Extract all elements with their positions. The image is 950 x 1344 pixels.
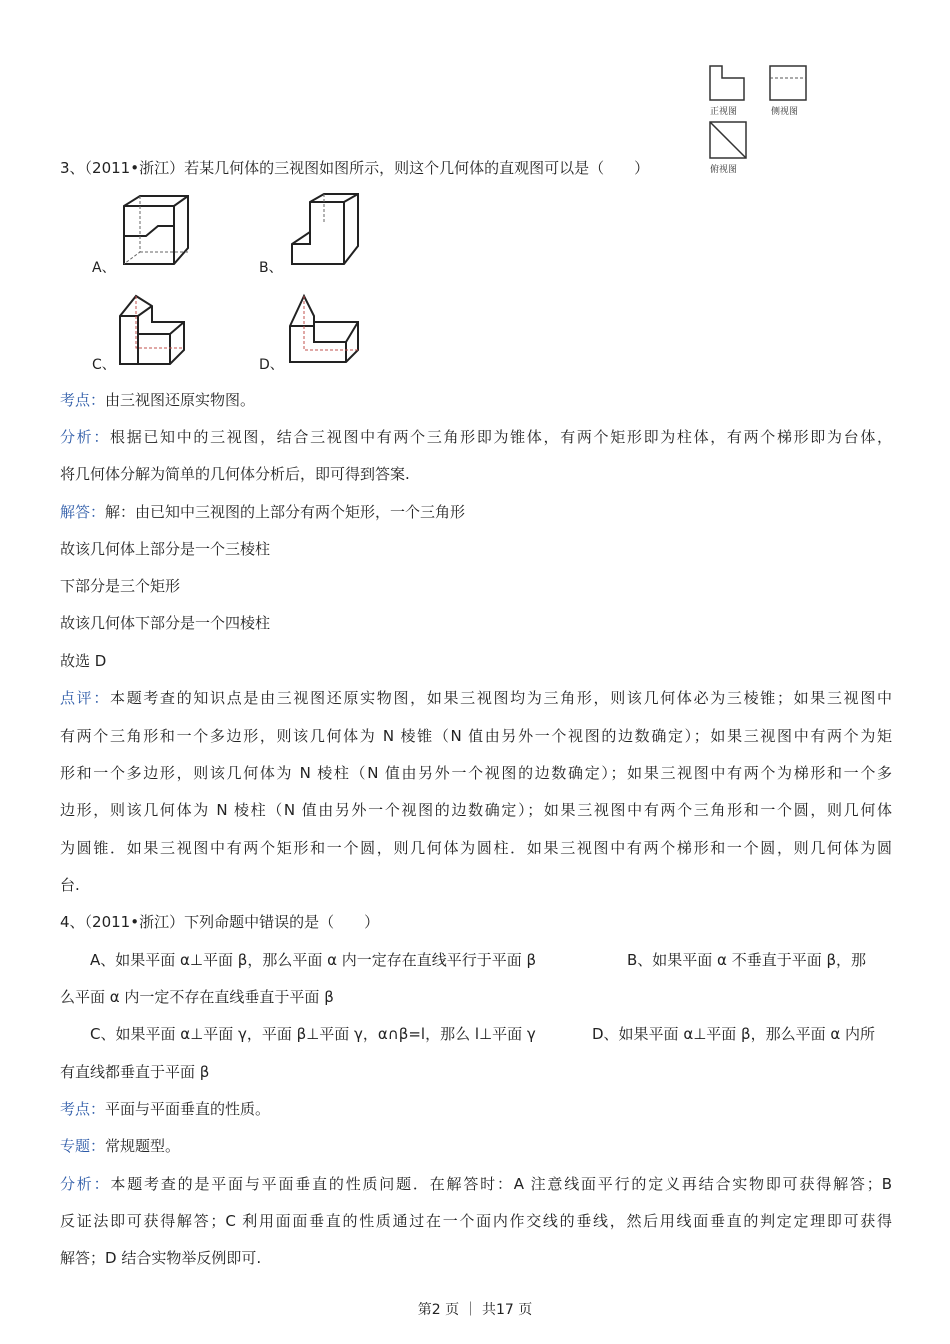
q3-dianping-line-4: 边形，则该几何体为 N 棱柱（N 值由另外一个视图的边数确定）；如果三视图中有两个三角形和一个圆，则几何体 xyxy=(60,801,892,819)
q4-zhuanti-label: 专题： xyxy=(60,1137,106,1155)
top-view-drawing xyxy=(708,120,748,160)
q4-option-a: A、如果平面 α⊥平面 β，那么平面 α 内一定存在直线平行于平面 β xyxy=(90,951,537,969)
q3-fenxi-label: 分析： xyxy=(60,428,111,446)
front-view-drawing xyxy=(708,64,748,104)
q3-dianping-line-3: 形和一个多边形，则该几何体为 N 棱柱（N 值由另外一个视图的边数确定）；如果三视图中有两个为梯形和一个多 xyxy=(60,764,892,782)
q3-option-c-label: C、 xyxy=(92,357,116,373)
q3-option-a-label: A、 xyxy=(92,260,116,276)
option-a-solid xyxy=(118,192,198,272)
q3-dianping-line-6: 台. xyxy=(60,876,80,894)
q4-fenxi-line-3: 解答；D 结合实物举反例即可. xyxy=(60,1249,262,1267)
q4-fenxi-text-1: 本题考查的是平面与平面垂直的性质问题．在解答时：A 注意线面平行的定义再结合实物即可获得解答；B xyxy=(110,1175,892,1193)
q4-zhuanti-text: 常规题型。 xyxy=(105,1137,181,1155)
q4-option-b-line-2: 么平面 α 内一定不存在直线垂直于平面 β xyxy=(60,988,334,1006)
q3-jieda-line-5: 故选 D xyxy=(60,652,107,670)
side-view-caption: 侧视图 xyxy=(771,107,799,117)
q3-dianping-line-1 xyxy=(60,688,892,708)
q3-jieda-text-1: 解：由已知中三视图的上部分有两个矩形，一个三角形 xyxy=(105,503,466,521)
q3-fenxi-line-2: 将几何体分解为简单的几何体分析后，即可得到答案. xyxy=(60,465,410,483)
q4-fenxi-line-1 xyxy=(60,1174,892,1194)
q3-jieda-label: 解答： xyxy=(60,503,106,521)
q3-dianping-line-2: 有两个三角形和一个多边形，则该几何体为 N 棱锥（N 值由另外一个视图的边数确定）；如果三视图中有两个为矩 xyxy=(60,727,892,745)
q3-dianping-text-1: 本题考查的知识点是由三视图还原实物图，如果三视图均为三角形，则该几何体必为三棱锥；如果三视图中 xyxy=(110,689,892,707)
q4-option-c: C、如果平面 α⊥平面 γ，平面 β⊥平面 γ，α∩β=l，那么 l⊥平面 γ xyxy=(90,1025,536,1043)
q3-option-b-label: B、 xyxy=(259,260,283,276)
q4-option-b-line-1: B、如果平面 α 不垂直于平面 β，那 xyxy=(627,951,867,969)
top-view-caption: 俯视图 xyxy=(710,165,738,175)
q3-option-d-label: D、 xyxy=(259,357,284,373)
q4-stem: 4、（2011•浙江）下列命题中错误的是（ ） xyxy=(60,913,380,931)
q3-jieda-line-4: 故该几何体下部分是一个四棱柱 xyxy=(60,614,271,632)
q3-jieda-line-2: 故该几何体上部分是一个三棱柱 xyxy=(60,540,271,558)
q4-option-d-line-1: D、如果平面 α⊥平面 β，那么平面 α 内所 xyxy=(592,1025,876,1043)
q4-kaodian xyxy=(60,1099,270,1119)
q3-stem: 3、（2011•浙江）若某几何体的三视图如图所示，则这个几何体的直观图可以是（ ） xyxy=(60,159,650,177)
q3-fenxi-text-1: 根据已知中的三视图，结合三视图中有两个三角形即为锥体，有两个矩形即为柱体，有两个梯形即为台体， xyxy=(110,428,892,446)
side-view-drawing xyxy=(768,64,808,104)
q4-kaodian-text: 平面与平面垂直的性质。 xyxy=(105,1100,271,1118)
q3-fenxi-line-1 xyxy=(60,427,892,447)
option-c-solid xyxy=(114,292,194,372)
option-d-solid xyxy=(284,292,364,372)
page-footer: 第2 页 ｜ 共17 页 xyxy=(417,1302,533,1318)
q4-zhuanti xyxy=(60,1136,180,1156)
q4-fenxi-label: 分析： xyxy=(60,1175,111,1193)
q3-kaodian-label: 考点： xyxy=(60,391,106,409)
q3-dianping-label: 点评： xyxy=(60,689,111,707)
q3-kaodian xyxy=(60,390,255,410)
q3-jieda-line-3: 下部分是三个矩形 xyxy=(60,577,181,595)
q4-option-d-line-2: 有直线都垂直于平面 β xyxy=(60,1063,210,1081)
q3-dianping-line-5: 为圆锥．如果三视图中有两个矩形和一个圆，则几何体为圆柱．如果三视图中有两个梯形和一个圆，则几何体为圆 xyxy=(60,839,892,857)
q3-jieda-line-1 xyxy=(60,502,465,522)
q4-kaodian-label: 考点： xyxy=(60,1100,106,1118)
q4-fenxi-line-2: 反证法即可获得解答；C 利用面面垂直的性质通过在一个面内作交线的垂线，然后用线面垂直的判定定理即可获得 xyxy=(60,1212,892,1230)
front-view-caption: 正视图 xyxy=(710,107,738,117)
q3-kaodian-text: 由三视图还原实物图。 xyxy=(105,391,256,409)
option-b-solid xyxy=(284,192,364,272)
